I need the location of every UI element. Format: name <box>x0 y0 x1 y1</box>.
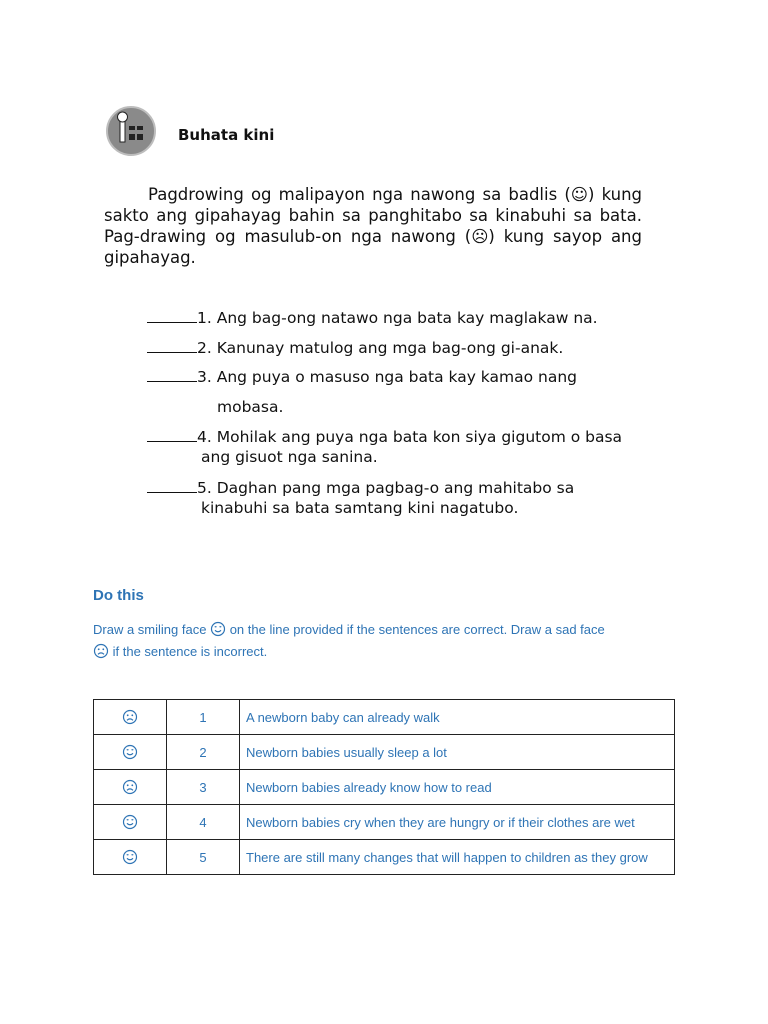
activity-item-3: 3. Ang puya o masuso nga bata kay kamao nang mobasa. <box>147 367 642 417</box>
smiley-face-icon <box>94 805 167 840</box>
activity-item-5: 5. Daghan pang mga pagbag-o ang mahitabo sa kinabuhi sa bata samtang kini nagatubo. <box>147 478 642 518</box>
row-statement: Newborn babies usually sleep a lot <box>240 735 675 770</box>
row-number: 5 <box>167 840 240 875</box>
smiley-face-icon <box>210 621 226 637</box>
sad-face-icon <box>94 770 167 805</box>
table-row <box>94 700 675 735</box>
row-number: 3 <box>167 770 240 805</box>
answer-blank <box>147 427 197 442</box>
translation-title: Do this <box>93 587 144 604</box>
answers-table <box>93 699 675 875</box>
activity-tool-icon <box>106 106 156 156</box>
scanned-activity <box>100 100 660 530</box>
row-number: 1 <box>167 700 240 735</box>
translation-instructions: Draw a smiling face on the line provided if the sentences are correct. Draw a sad face if the sentence is incorrect. <box>93 622 605 659</box>
row-statement: Newborn babies cry when they are hungry or if their clothes are wet <box>240 805 675 840</box>
smiley-face-icon <box>94 840 167 875</box>
activity-item-2: 2. Kanunay matulog ang mga bag-ong gi-anak. <box>147 338 642 358</box>
answer-blank <box>147 338 197 353</box>
sad-face-icon <box>93 643 109 659</box>
row-statement: A newborn baby can already walk <box>240 700 675 735</box>
answer-blank <box>147 308 197 323</box>
table-row <box>94 735 675 770</box>
row-number: 2 <box>167 735 240 770</box>
table-row <box>94 770 675 805</box>
table-row <box>94 805 675 840</box>
activity-title: Buhata kini <box>178 126 275 144</box>
smiley-face-icon <box>94 735 167 770</box>
table-row <box>94 840 675 875</box>
row-statement: Newborn babies already know how to read <box>240 770 675 805</box>
row-statement: There are still many changes that will happen to children as they grow <box>240 840 675 875</box>
answer-blank <box>147 367 197 382</box>
activity-instructions: Pagdrowing og malipayon nga nawong sa badlis (☺) kung sakto ang gipahayag bahin sa panghitabo sa kinabuhi sa bata. Pag-drawing og masulub-on nga nawong (☹) kung sayop ang gipahayag. <box>104 185 642 267</box>
activity-item-4: 4. Mohilak ang puya nga bata kon siya gigutom o basa ang gisuot nga sanina. <box>147 427 642 467</box>
row-number: 4 <box>167 805 240 840</box>
sad-face-icon <box>94 700 167 735</box>
activity-item-1: 1. Ang bag-ong natawo nga bata kay maglakaw na. <box>147 308 642 328</box>
answer-blank <box>147 478 197 493</box>
